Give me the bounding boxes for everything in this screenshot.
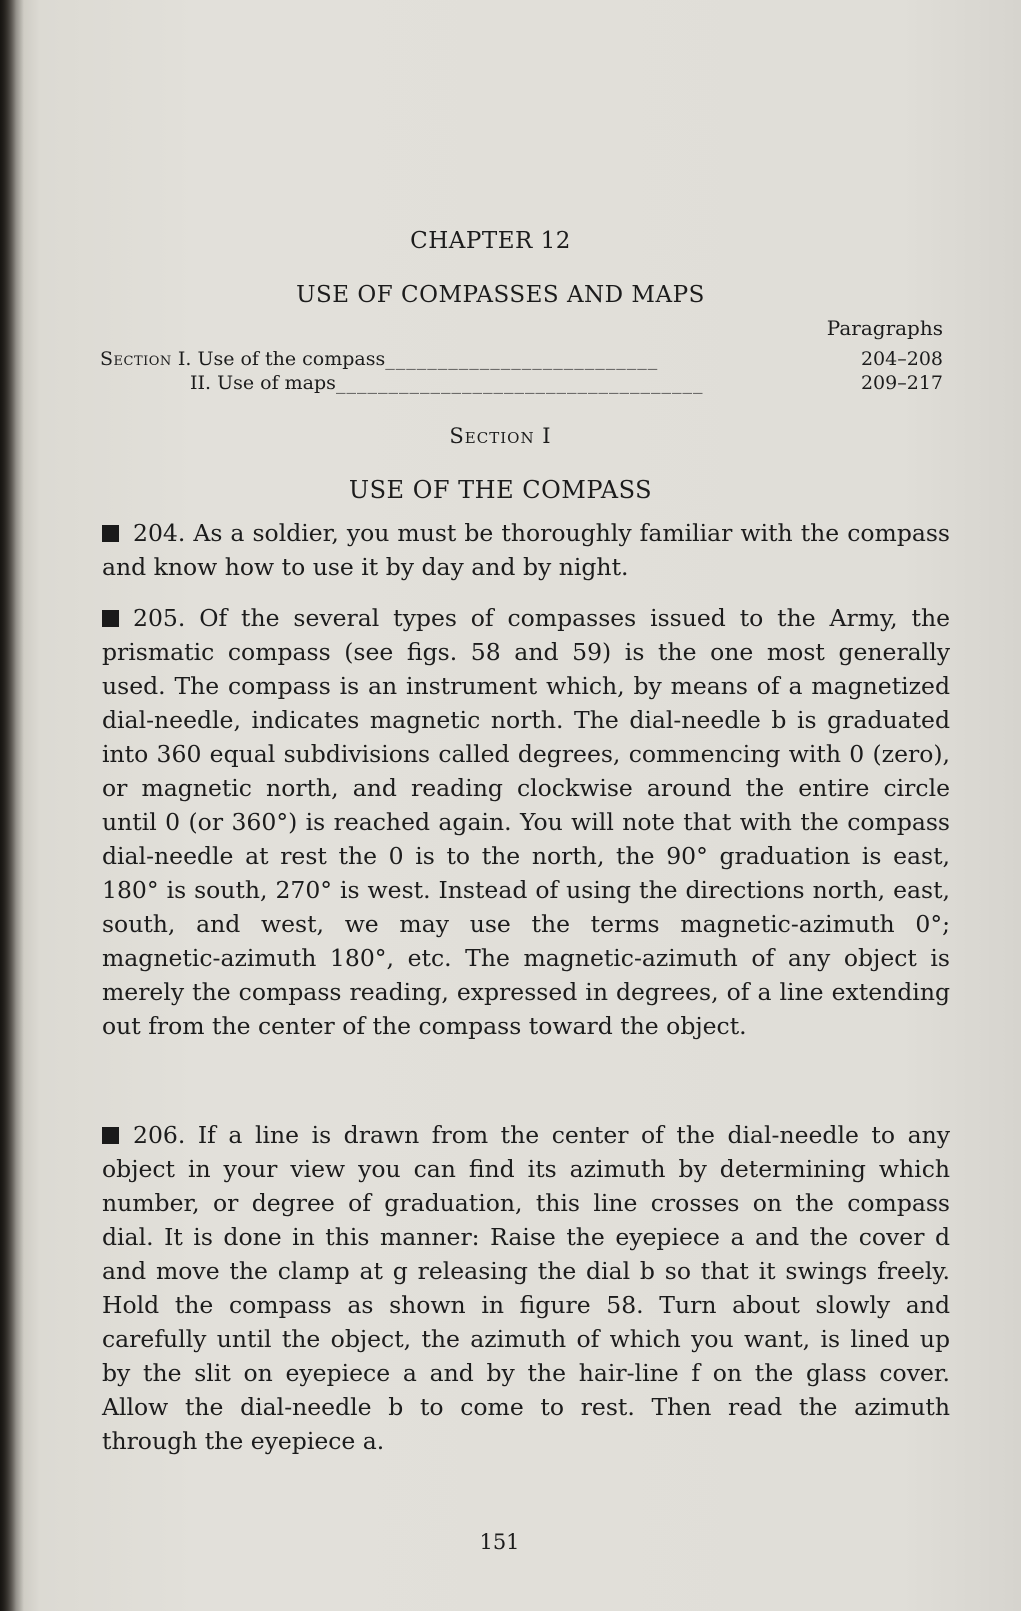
toc-leader: __________________________ [385,348,659,370]
paragraph-204 [102,516,950,584]
toc-row-section-1 [100,348,658,370]
toc-leader: ___________________________________ [335,372,704,394]
toc-row-section-2 [190,372,703,394]
toc-row-num: I. [177,348,192,370]
toc-row-range: 204–208 [860,348,943,370]
paragraph-text: 206. If a line is drawn from the center of the dial-needle to any object in your view you can find its azimuth by determining which number, or degree of graduation, this line crosses on the compass dial. It is done in this manner: Raise the eyepiece a and the cover d and move the clamp at g releasing the dial b so that it swings freely. Hold the compass as shown in figure 58. Turn about slowly and carefully until the object, the azimuth of which you want, is lined up by the slit on eyepiece a and by the hair-line f on the glass cover. Allow the dial-needle b to come to rest. Then read the azimuth through the eyepiece a. [102,1121,950,1455]
paragraph-marker-icon [102,1127,119,1144]
chapter-title: USE OF COMPASSES AND MAPS [296,282,705,308]
paragraph-marker-icon [102,525,119,542]
paragraph-206 [102,1118,950,1458]
paragraph-205 [102,601,950,1043]
section-label: Section I [449,424,552,448]
paragraph-text: 204. As a soldier, you must be thoroughly familiar with the compass and know how to use it by day and by night. [102,519,950,581]
toc-paragraphs-label: Paragraphs [826,316,943,340]
paragraph-marker-icon [102,610,119,627]
toc-row-label: Use of maps [217,372,336,394]
toc-row-range: 209–217 [860,372,943,394]
paragraph-text: 205. Of the several types of compasses issued to the Army, the prismatic compass (see figs. 58 and 59) is the one most generally used. The compass is an instrument which, by means of a magnetized dial-needle, indicates magnetic north. The dial-needle b is graduated into 360 equal subdivisions called degrees, commencing with 0 (zero), or magnetic north, and reading clockwise around the entire circle until 0 (or 360°) is reached again. You will note that with the compass dial-needle at rest the 0 is to the north, the 90° graduation is east, 180° is south, 270° is west. Instead of using the directions north, east, south, and west, we may use the terms magnetic-azimuth 0°; magnetic-azimuth 180°, etc. The magnetic-azimuth of any object is merely the compass reading, expressed in degrees, of a line extending out from the center of the compass toward the object. [102,604,950,1040]
toc-section-word: Section [100,348,172,370]
toc-row-label: Use of the compass [197,348,386,370]
section-title: USE OF THE COMPASS [348,476,653,504]
toc-row-num: II. [190,372,212,394]
page-number: 151 [479,1530,520,1554]
chapter-heading: CHAPTER 12 [410,228,571,254]
